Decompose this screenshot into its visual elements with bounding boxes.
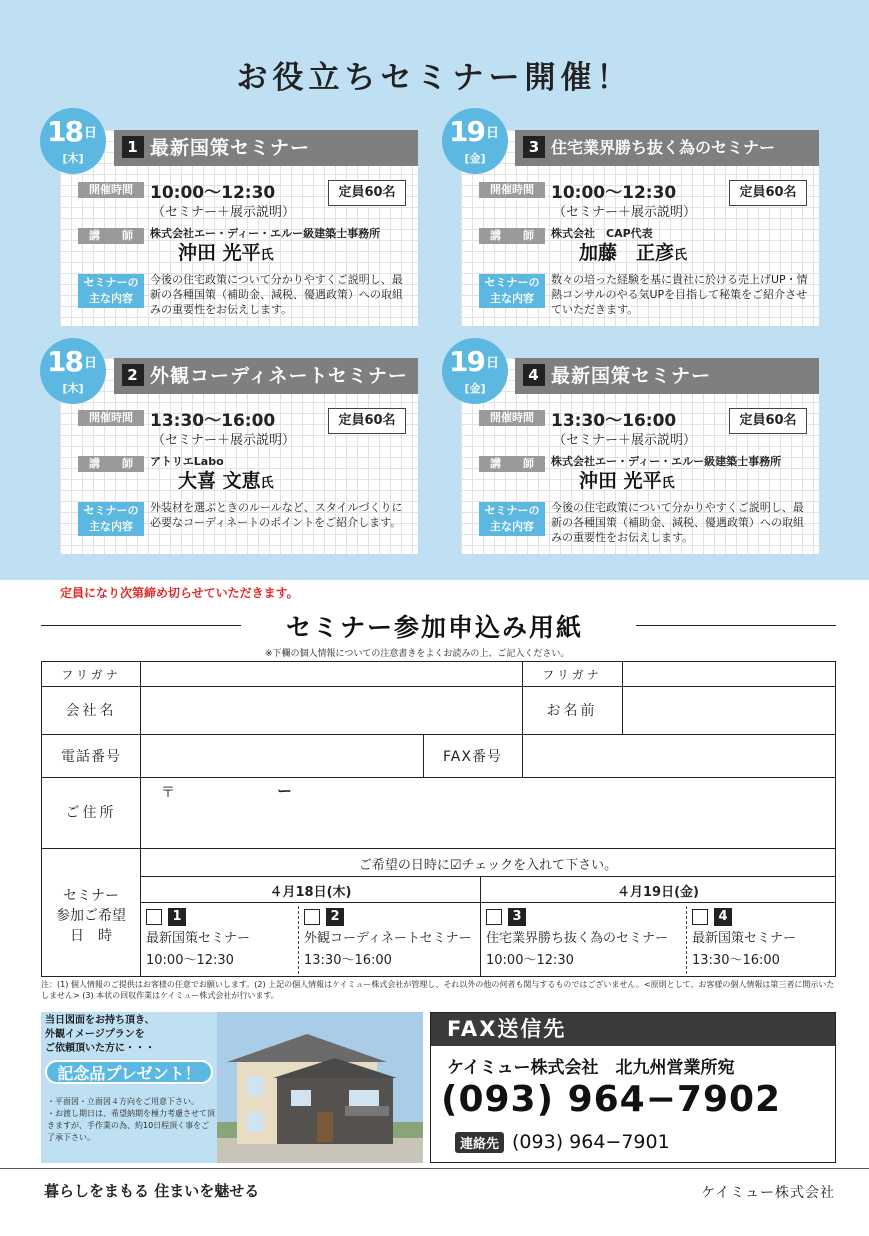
address-field[interactable] [141, 778, 835, 847]
phone-label: 電話番号 [61, 749, 121, 765]
seminar-label: セミナー 参加ご希望 日 時 [56, 888, 126, 944]
seminar-description: 今後の住宅政策について分かりやすくご説明し、最新の各種国策（補助金、減税、優遇政策）への取組みの重要性をお伝えします。 [551, 501, 804, 544]
seminar-header: 1 最新国策セミナー [114, 130, 418, 166]
time-label: 開催時間 [78, 410, 144, 426]
seminar-header: 4 最新国策セミナー [515, 358, 819, 394]
postal-dash: ー [277, 782, 293, 800]
form-title: セミナー参加申込み用紙 [285, 613, 583, 642]
option-divider [298, 906, 299, 974]
application-form [41, 661, 836, 977]
contact-number: 連絡先 (093) 964−7901 [455, 1131, 670, 1153]
time-label: 開催時間 [479, 410, 545, 426]
phone-field[interactable] [141, 735, 422, 776]
speaker-org: 株式会社 CAP代表 [551, 227, 653, 240]
capacity-badge: 定員60名 [729, 180, 807, 206]
speaker-org: アトリエLabo [150, 455, 224, 468]
seminar-card-2 [60, 358, 418, 554]
fax-number: (093) 964−7902 [441, 1079, 782, 1120]
speaker-label: 講 師 [78, 456, 144, 472]
footer-rule [0, 1168, 869, 1169]
speaker-label: 講 師 [479, 456, 545, 472]
seminar-header: 3 住宅業界勝ち抜く為のセミナー [515, 130, 819, 166]
row-divider [140, 876, 835, 877]
checkbox[interactable] [486, 909, 502, 925]
content-label: セミナーの 主な内容 [78, 502, 144, 536]
footer-slogan: 暮らしをまもる 住まいを魅せる [44, 1182, 260, 1200]
date-badge: 19 日 [金] [442, 108, 508, 174]
checkbox[interactable] [304, 909, 320, 925]
seminar-header: 2 外観コーディネートセミナー [114, 358, 418, 394]
postal-mark: 〒 [161, 785, 175, 801]
furigana-label: フリガナ [61, 668, 121, 682]
row-divider [42, 848, 835, 849]
seminar-option-2[interactable]: 2 外観コーディネートセミナー 13:30～16:00 [304, 908, 472, 968]
speaker-name: 大喜 文恵氏 [178, 470, 274, 492]
seminar-card-3 [461, 130, 819, 326]
option-divider [686, 906, 687, 974]
content-label: セミナーの 主な内容 [479, 274, 545, 308]
seminar-time: 13:30～16:00 [150, 411, 276, 431]
seminar-time: 10:00～12:30 [150, 183, 276, 203]
seminar-option-4[interactable]: 4 最新国策セミナー 13:30～16:00 [692, 908, 797, 968]
capacity-badge: 定員60名 [328, 408, 406, 434]
date-badge: 18 日 [木] [40, 108, 106, 174]
speaker-org: 株式会社エー・ディー・エルー級建築士事務所 [551, 455, 782, 468]
time-sub: （セミナー＋展示説明） [152, 205, 296, 220]
fax-destination [430, 1012, 836, 1163]
seminar-description: 数々の培った経験を基に貴社に於ける売上げUP・情熱コンサルのやる気UPを目指して秘策をご紹介させていただきます。 [551, 273, 808, 316]
speaker-label: 講 師 [78, 228, 144, 244]
time-sub: （セミナー＋展示説明） [152, 433, 296, 448]
checkbox[interactable] [146, 909, 162, 925]
name-field[interactable] [623, 687, 835, 733]
name-label: お名前 [546, 703, 598, 719]
speaker-name: 沖田 光平氏 [178, 242, 274, 264]
date-header-19: ４月19日(金) [617, 885, 699, 900]
seminar-card-4 [461, 358, 819, 554]
fax-heading: FAX送信先 [431, 1013, 835, 1046]
speaker-label: 講 師 [479, 228, 545, 244]
company-furigana-field[interactable] [141, 663, 521, 685]
seminar-description: 外装材を選ぶときのルールなど、スタイルづくりに必要なコーディネートのポイントをご紹介します。 [150, 501, 403, 529]
promo-text: 当日図面をお持ち頂き、 外観イメージプランを ご依頼頂いた方に・・・ [45, 1015, 155, 1054]
time-sub: （セミナー＋展示説明） [553, 433, 697, 448]
row-divider [140, 902, 835, 903]
name-furigana-field[interactable] [623, 663, 835, 685]
seminar-description: 今後の住宅政策について分かりやすくご説明し、最新の各種国策（補助金、減税、優遇政策）への取組みの重要性をお伝えします。 [150, 273, 403, 316]
company-label: 会社名 [65, 703, 117, 719]
furigana-label: フリガナ [542, 668, 602, 682]
seminar-time: 13:30～16:00 [551, 411, 677, 431]
present-badge: 記念品プレゼント！ [45, 1060, 213, 1084]
address-label: ご住所 [65, 805, 117, 821]
check-instruction: ご希望の日時に☑チェックを入れて下さい。 [358, 858, 618, 873]
speaker-name: 沖田 光平氏 [579, 470, 675, 492]
fax-company: ケイミュー株式会社 北九州営業所宛 [447, 1058, 735, 1078]
capacity-badge: 定員60名 [328, 180, 406, 206]
date-header-18: ４月18日(木) [269, 885, 352, 900]
company-field[interactable] [141, 687, 521, 733]
seminar-time: 10:00～12:30 [551, 183, 677, 203]
capacity-badge: 定員60名 [729, 408, 807, 434]
house-image [217, 1012, 423, 1163]
speaker-org: 株式会社エー・ディー・エルー級建築士事務所 [150, 227, 381, 240]
date-badge: 19 日 [金] [442, 338, 508, 404]
time-sub: （セミナー＋展示説明） [553, 205, 697, 220]
seminar-card-1 [60, 130, 418, 326]
promo-banner [41, 1012, 423, 1163]
footer-company: ケイミュー株式会社 [701, 1185, 835, 1201]
fax-field[interactable] [523, 735, 835, 776]
capacity-warning: 定員になり次第締め切らせていただきます。 [60, 586, 299, 600]
date-badge: 18 日 [木] [40, 338, 106, 404]
time-label: 開催時間 [78, 182, 144, 198]
form-note: ※下欄の個人情報についての注意書きをよくお読みの上、ご記入ください。 [265, 649, 570, 659]
privacy-footnote: 注：(1) 個人情報のご提供はお客様の任意でお願いします。(2) 上記の個人情報はケイミュー株式会社が管理し、それ以外の他の何者も関与するものではございません。<原則として、お客様の個人情報は第三者に開示いたしません> (3) 本状の回収作業はケイミュー株式会社が行います。 [41, 980, 835, 1000]
content-label: セミナーの 主な内容 [78, 274, 144, 308]
seminar-option-3[interactable]: 3 住宅業界勝ち抜く為のセミナー 10:00～12:30 [486, 908, 669, 968]
page-title: お役立ちセミナー開催！ [236, 60, 633, 96]
checkbox[interactable] [692, 909, 708, 925]
time-label: 開催時間 [479, 182, 545, 198]
content-label: セミナーの 主な内容 [479, 502, 545, 536]
seminar-option-1[interactable]: 1 最新国策セミナー 10:00～12:30 [146, 908, 251, 968]
fax-label: FAX番号 [443, 749, 502, 765]
promo-note: ・平面図・立面図４方向をご用意下さい。 ・お渡し期日は、希望納期を極力考慮させて頂きますが、手作業の為、約10日程頂く事をご了承下さい。 [47, 1097, 215, 1142]
speaker-name: 加藤 正彦氏 [579, 242, 688, 264]
